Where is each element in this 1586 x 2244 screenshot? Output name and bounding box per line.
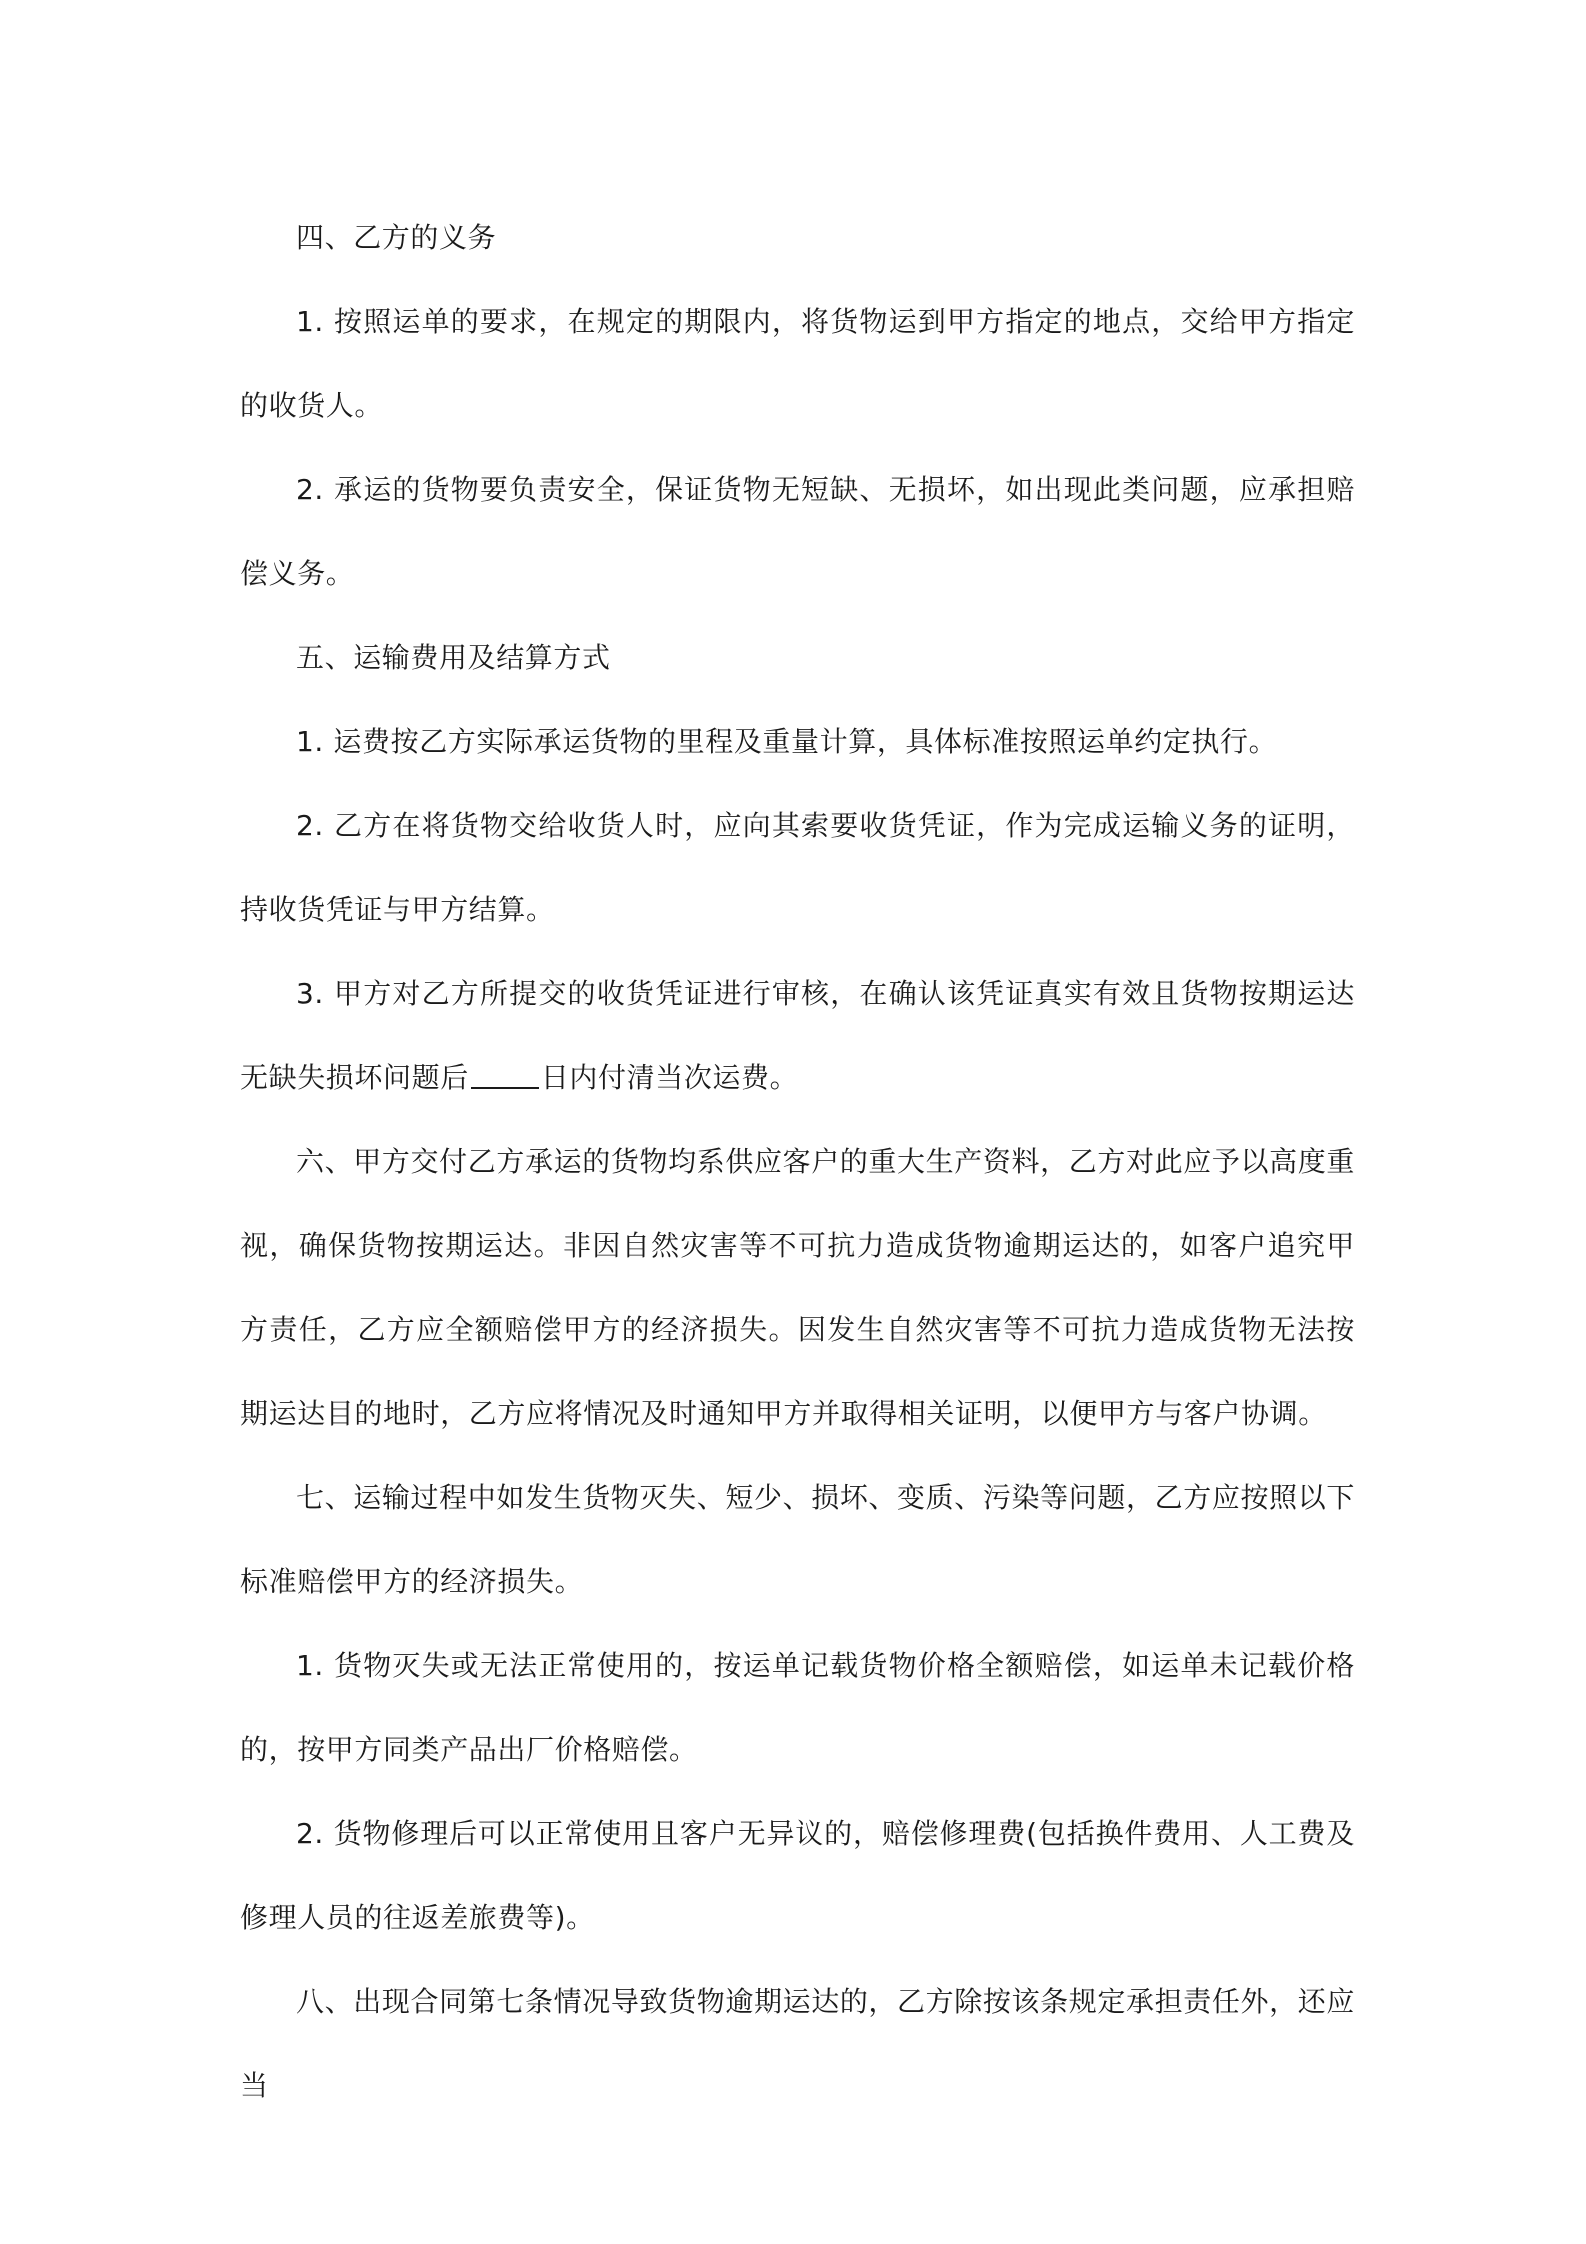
clause-receipt-voucher: 2. 乙方在将货物交给收货人时，应向其索要收货凭证，作为完成运输义务的证明，持收货凭证与甲方结算。 bbox=[240, 809, 1355, 926]
section-heading-fees-settlement: 五、运输费用及结算方式 bbox=[296, 641, 611, 674]
clause-total-loss-compensation: 1. 货物灭失或无法正常使用的，按运单记载货物价格全额赔偿，如运单未记载价格的，按甲方同类产品出厂价格赔偿。 bbox=[240, 1649, 1355, 1766]
clause-cargo-safety: 2. 承运的货物要负责安全，保证货物无短缺、无损坏，如出现此类问题，应承担赔偿义务。 bbox=[240, 473, 1355, 590]
document-body bbox=[240, 196, 1355, 2128]
section-six-on-time-delivery: 六、甲方交付乙方承运的货物均系供应客户的重大生产资料，乙方对此应予以高度重视，确保货物按期运达。非因自然灾害等不可抗力造成货物逾期运达的，如客户追究甲方责任，乙方应全额赔偿甲方的经济损失。因发生自然灾害等不可抗力造成货物无法按期运达目的地时，乙方应将情况及时通知甲方并取得相关证明，以便甲方与客户协调。 bbox=[240, 1145, 1355, 1430]
clause-freight-calculation: 1. 运费按乙方实际承运货物的里程及重量计算，具体标准按照运单约定执行。 bbox=[296, 725, 1278, 758]
section-seven-loss-compensation: 七、运输过程中如发生货物灭失、短少、损坏、变质、污染等问题，乙方应按照以下标准赔偿甲方的经济损失。 bbox=[240, 1481, 1355, 1598]
section-eight-delay: 八、出现合同第七条情况导致货物逾期运达的，乙方除按该条规定承担责任外，还应当 bbox=[240, 1985, 1355, 2102]
clause-delivery-requirement: 1. 按照运单的要求，在规定的期限内，将货物运到甲方指定的地点，交给甲方指定的收货人。 bbox=[240, 305, 1355, 422]
blank-days-field bbox=[471, 1061, 539, 1089]
clause-payment-review-text-before: 3. 甲方对乙方所提交的收货凭证进行审核，在确认该凭证真实有效且货物按期运达无缺失损坏问题后 bbox=[240, 977, 1355, 1094]
clause-repair-compensation: 2. 货物修理后可以正常使用且客户无异议的，赔偿修理费(包括换件费用、人工费及修理人员的往返差旅费等)。 bbox=[240, 1817, 1355, 1934]
section-heading-party-b-obligations: 四、乙方的义务 bbox=[296, 221, 497, 254]
clause-payment-review bbox=[240, 952, 1355, 1120]
clause-payment-review-text-after: 日内付清当次运费。 bbox=[540, 1061, 799, 1094]
